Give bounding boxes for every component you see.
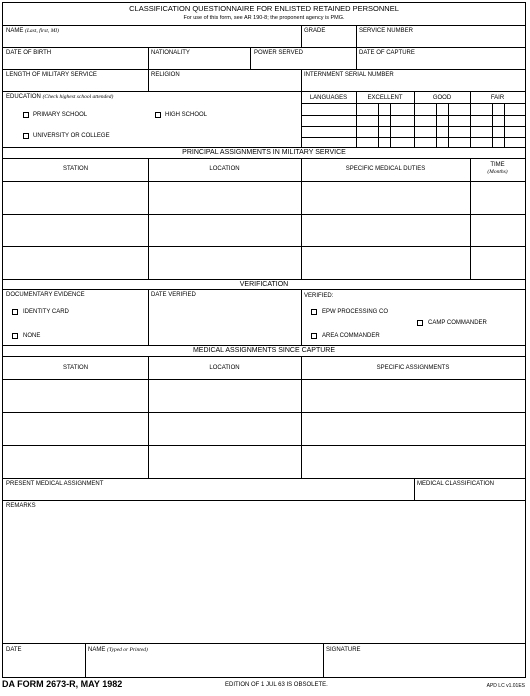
none-label: NONE	[23, 333, 41, 339]
date-verified-label: DATE VERIFIED	[151, 292, 196, 298]
version-tag: APD LC v1.01ES	[486, 683, 525, 689]
service-number-label: SERVICE NUMBER	[359, 28, 413, 34]
good-header: GOOD	[432, 95, 452, 101]
time-header: TIME	[490, 162, 505, 168]
date-of-birth-label: DATE OF BIRTH	[6, 50, 52, 56]
grade-label: GRADE	[304, 28, 326, 34]
religion-label: RELIGION	[151, 72, 180, 78]
date-of-capture-label: DATE OF CAPTURE	[359, 50, 415, 56]
excellent-header: EXCELLENT	[367, 95, 403, 101]
length-of-service-label: LENGTH OF MILITARY SERVICE	[6, 72, 97, 78]
form-title: CLASSIFICATION QUESTIONNAIRE FOR ENLISTED RETAINED PERSONNEL	[129, 4, 399, 13]
primary-school-label: PRIMARY SCHOOL	[33, 112, 88, 118]
principal-assignments-title: PRINCIPAL ASSIGNMENTS IN MILITARY SERVICE	[182, 149, 346, 156]
area-commander-checkbox[interactable]	[311, 333, 317, 339]
medical-location-header: LOCATION	[209, 365, 240, 371]
medical-station-header: STATION	[62, 365, 89, 371]
camp-commander-checkbox[interactable]	[417, 320, 423, 326]
verification-title: VERIFICATION	[239, 281, 289, 288]
identity-card-label: IDENTITY CARD	[23, 309, 69, 315]
name-field-label: NAME (Last, first, MI)	[6, 28, 59, 34]
camp-commander-label: CAMP COMMANDER	[428, 320, 487, 326]
nationality-label: NATIONALITY	[151, 50, 190, 56]
epw-processing-label: EPW PROCESSING CO	[322, 309, 389, 315]
education-label: EDUCATION (Check highest school attended)	[6, 94, 114, 100]
primary-school-checkbox[interactable]	[23, 112, 29, 118]
none-checkbox[interactable]	[12, 333, 18, 339]
verified-label: VERIFIED:	[304, 293, 334, 299]
signature-label: SIGNATURE	[326, 647, 361, 653]
classification-form	[2, 2, 526, 678]
fair-header: FAIR	[490, 95, 505, 101]
specific-assignments-header: SPECIFIC ASSIGNMENTS	[376, 365, 450, 371]
medical-duties-header: SPECIFIC MEDICAL DUTIES	[345, 166, 426, 172]
high-school-checkbox[interactable]	[155, 112, 161, 118]
typed-name-label: NAME (Typed or Printed)	[88, 647, 148, 653]
station-header: STATION	[62, 166, 89, 172]
university-label: UNIVERSITY OR COLLEGE	[33, 133, 110, 139]
documentary-evidence-label: DOCUMENTARY EVIDENCE	[6, 292, 85, 298]
power-served-label: POWER SERVED	[254, 50, 303, 56]
identity-card-checkbox[interactable]	[12, 309, 18, 315]
internment-serial-label: INTERNMENT SERIAL NUMBER	[304, 72, 394, 78]
form-subtitle: For use of this form, see AR 190-8; the proponent agency is PMG.	[183, 15, 345, 21]
medical-assignments-title: MEDICAL ASSIGNMENTS SINCE CAPTURE	[192, 347, 336, 354]
languages-header: LANGUAGES	[309, 95, 348, 101]
edition-note: EDITION OF 1 JUL 63 IS OBSOLETE.	[225, 682, 328, 688]
epw-processing-checkbox[interactable]	[311, 309, 317, 315]
medical-classification-label: MEDICAL CLASSIFICATION	[417, 481, 495, 487]
area-commander-label: AREA COMMANDER	[322, 333, 380, 339]
present-assignment-label: PRESENT MEDICAL ASSIGNMENT	[6, 481, 104, 487]
high-school-label: HIGH SCHOOL	[165, 112, 208, 118]
time-months-hint: (Months)	[487, 169, 508, 175]
university-checkbox[interactable]	[23, 133, 29, 139]
form-number: DA FORM 2673-R, MAY 1982	[2, 679, 123, 689]
remarks-label: REMARKS	[6, 503, 36, 509]
date-label: DATE	[6, 647, 22, 653]
location-header: LOCATION	[209, 166, 240, 172]
